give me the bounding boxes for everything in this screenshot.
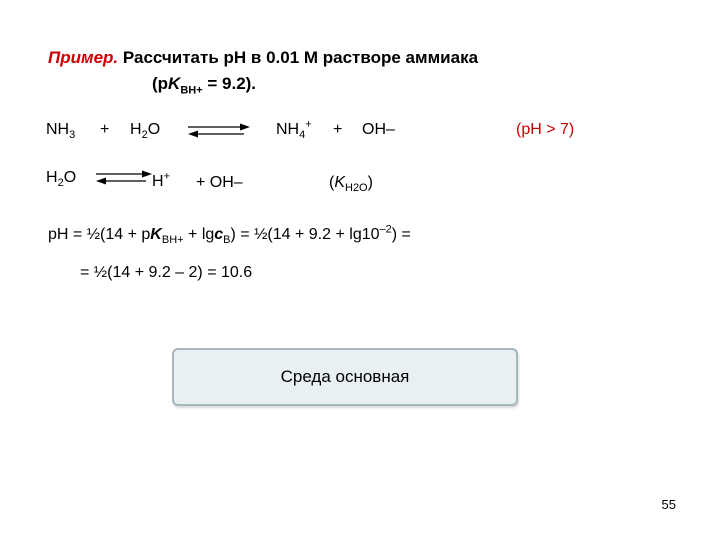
page-number: 55 — [661, 497, 676, 512]
h2o-formula: $H_2O$ — [130, 121, 161, 142]
oh-ion-2: + OH– — [196, 174, 243, 191]
example-label: Пример. — [48, 48, 119, 67]
result-box — [172, 348, 518, 406]
ph-condition: (рН > 7) — [516, 121, 575, 138]
title-text: Рассчитать рН в 0.01 М растворе аммиака — [122, 48, 479, 67]
nh3-formula: $NH_3$ — [46, 121, 76, 142]
equilibrium-arrow-1 — [188, 124, 250, 138]
plus-sign-2: + — [333, 121, 343, 138]
plus-sign: + — [100, 121, 110, 138]
result-box-label: Среда основная — [280, 367, 410, 386]
kw-constant: $(K_{H2O})$ — [329, 174, 373, 195]
equilibrium-arrow-2 — [96, 171, 152, 185]
nh4-formula: $NH_4^+$ — [276, 118, 312, 142]
h2o-formula-2: $H_2O$ — [46, 169, 77, 190]
pk-value: $(pK_{BH+} = 9.2)$. — [152, 74, 257, 97]
ph-formula-line-1: pH = ½(14 + $pK_{BH+} + \lg c_B$) = ½(14 + $9.2 + \lg 10^{-2}$) = — [48, 223, 411, 247]
h-ion: H+ — [152, 170, 170, 190]
oh-ion: OH– — [362, 121, 395, 138]
ph-formula-line-2: = ½(14 + 9.2 – 2) = 10.6 — [80, 264, 253, 281]
